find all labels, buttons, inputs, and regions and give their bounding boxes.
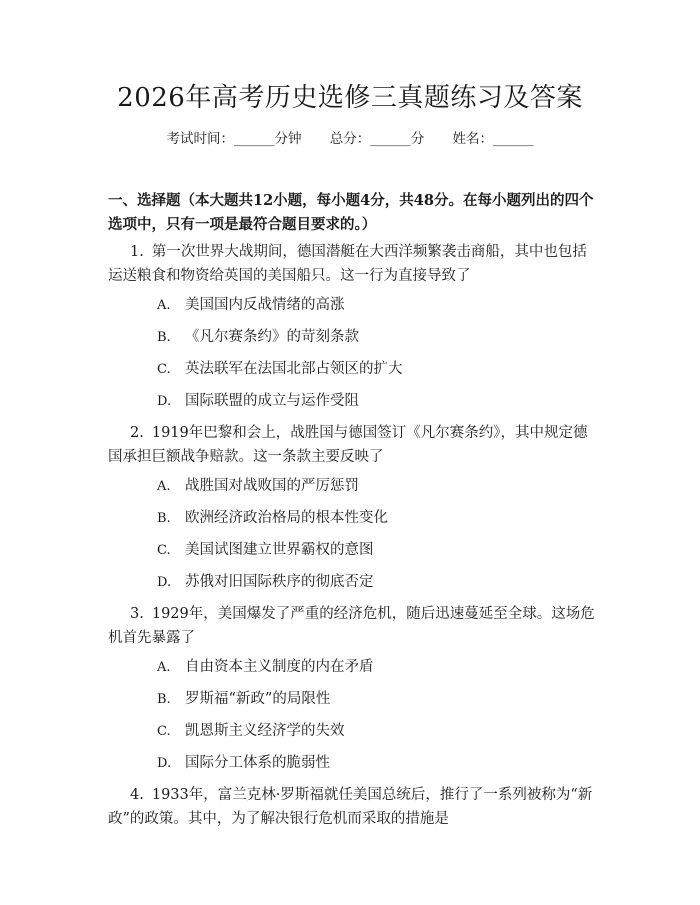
question-3-option-c [157,720,577,743]
option-text: 国际分工体系的脆弱性 [185,755,330,771]
option-letter: D. [157,575,172,590]
option-letter: B. [157,692,171,707]
option-text: 英法联军在法国北部占领区的扩大 [185,361,403,377]
student-name-field: 姓名：______ [452,131,534,147]
option-text: 美国国内反战情绪的高涨 [185,297,345,313]
question-number: 1. [130,244,144,260]
option-letter: B. [157,511,171,526]
option-text: 苏俄对旧国际秩序的彻底否定 [185,574,374,590]
question-text: 1919年巴黎和会上，战胜国与德国签订《凡尔赛条约》，其中规定德国承担巨额战争赔款。这一条款主要反映了 [108,425,588,465]
question-number: 2. [130,425,144,441]
option-text: 国际联盟的成立与运作受阻 [185,393,359,409]
exam-meta [0,128,700,150]
question-2 [108,421,596,469]
question-text: 第一次世界大战期间，德国潜艇在大西洋频繁袭击商船，其中也包括运送粮食和物资给英国的美国船只。这一行为直接导致了 [108,244,587,284]
question-number: 4. [130,787,144,803]
question-number: 3. [130,606,144,622]
question-1-option-b [157,326,577,349]
option-letter: C. [157,724,171,739]
option-letter: A. [157,479,171,494]
option-letter: D. [157,394,172,409]
question-1 [108,240,596,288]
option-text: 凯恩斯主义经济学的失效 [185,723,345,739]
question-3-option-a [157,656,577,679]
exam-time-field: 考试时间：______分钟 [166,131,302,147]
option-letter: C. [157,543,171,558]
option-text: 自由资本主义制度的内在矛盾 [185,659,374,675]
option-letter: A. [157,660,171,675]
question-4 [108,783,596,831]
option-letter: B. [157,330,171,345]
page-title: 2026年高考历史选修三真题练习及答案 [117,83,583,113]
question-2-option-b [157,507,577,530]
option-text: 《凡尔赛条约》的苛刻条款 [185,329,359,345]
option-text: 美国试图建立世界霸权的意图 [185,542,374,558]
option-letter: D. [157,756,172,771]
option-letter: A. [157,298,171,313]
question-text: 1929年，美国爆发了严重的经济危机，随后迅速蔓延至全球。这场危机首先暴露了 [108,606,595,646]
total-score-field: 总分：______分 [329,131,425,147]
question-1-option-c [157,358,577,381]
question-3-option-b [157,688,577,711]
question-1-option-a [157,294,577,317]
question-1-option-d [157,390,577,413]
option-text: 罗斯福“新政”的局限性 [185,691,331,707]
option-text: 战胜国对战败国的严厉惩罚 [185,478,359,494]
option-letter: C. [157,362,171,377]
question-2-option-c [157,539,577,562]
question-3 [108,602,596,650]
option-text: 欧洲经济政治格局的根本性变化 [185,510,388,526]
question-2-option-a [157,475,577,498]
question-2-option-d [157,571,577,594]
section-heading: 一、选择题（本大题共12小题，每小题4分，共48分。在每小题列出的四个选项中，只有一项是最符合题目要求的。） [108,192,594,233]
question-3-option-d [157,752,577,775]
question-text: 1933年，富兰克林·罗斯福就任美国总统后，推行了一系列被称为“新政”的政策。其中，为了解决银行危机而采取的措施是 [108,787,593,827]
